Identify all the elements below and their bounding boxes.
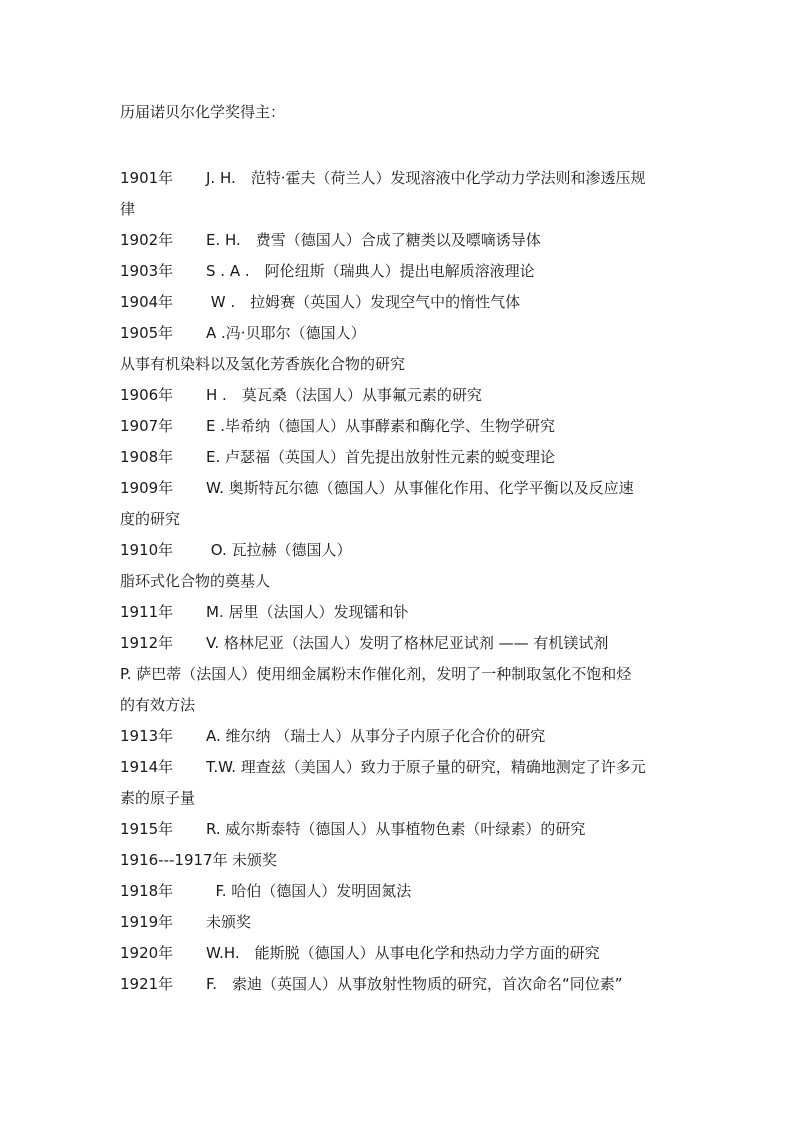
year-label: 1904年 (120, 293, 174, 311)
list-item (120, 442, 685, 473)
year-label: 1901年 (120, 169, 174, 187)
laureate-list (120, 163, 685, 1000)
year-label: 1915年 (120, 820, 174, 838)
year-label: 1906年 (120, 386, 174, 404)
laureate-text: E .毕希纳（德国人）从事酵素和酶化学、生物学研究 (206, 417, 556, 435)
list-item (120, 628, 685, 659)
year-label: 1913年 (120, 727, 174, 745)
year-label: 1907年 (120, 417, 174, 435)
year-label: 1914年 (120, 758, 174, 776)
laureate-text: R. 威尔斯泰特（德国人）从事植物色素（叶绿素）的研究 (206, 820, 586, 838)
list-item (120, 876, 685, 907)
list-item (120, 411, 685, 442)
year-label: 1916---1917年 (120, 851, 228, 869)
laureate-text: M. 居里（法国人）发现镭和钋 (206, 603, 409, 621)
continuation-text: P. 萨巴蒂（法国人）使用细金属粉末作催化剂，发明了一种制取氢化不饱和烃 (120, 665, 632, 683)
list-item (120, 752, 685, 783)
laureate-text: W. 奥斯特瓦尔德（德国人）从事催化作用、化学平衡以及反应速 (206, 479, 634, 497)
laureate-text: S . A . 阿伦纽斯（瑞典人）提出电解质溶液理论 (206, 262, 535, 280)
year-label: 1919年 (120, 913, 174, 931)
list-item (120, 225, 685, 256)
list-item (120, 256, 685, 287)
list-item (120, 473, 685, 504)
laureate-text: J. H. 范特·霍夫（荷兰人）发现溶液中化学动力学法则和渗透压规 (206, 169, 646, 187)
continuation-text: 律 (120, 200, 136, 218)
document-title: 历届诺贝尔化学奖得主： (120, 103, 286, 121)
laureate-text: T.W. 理查兹（美国人）致力于原子量的研究，精确地测定了许多元 (206, 758, 646, 776)
laureate-text: W.H. 能斯脱（德国人）从事电化学和热动力学方面的研究 (206, 944, 600, 962)
list-item (120, 163, 685, 194)
laureate-text: O. 瓦拉赫（德国人） (206, 541, 352, 559)
laureate-text: E. 卢瑟福（英国人）首先提出放射性元素的蜕变理论 (206, 448, 556, 466)
year-label: 1921年 (120, 975, 174, 993)
laureate-text: 未颁奖 (206, 913, 252, 931)
list-item (120, 566, 685, 597)
year-label: 1912年 (120, 634, 174, 652)
laureate-text: W . 拉姆赛（英国人）发现空气中的惰性气体 (206, 293, 521, 311)
year-label: 1918年 (120, 882, 174, 900)
list-item (120, 969, 685, 1000)
list-item (120, 659, 685, 690)
list-item (120, 318, 685, 349)
laureate-text: F. 哈伯（德国人）发明固氮法 (206, 882, 412, 900)
list-item (120, 597, 685, 628)
laureate-text: E. H. 费雪（德国人）合成了糖类以及嘌嘀诱导体 (206, 231, 541, 249)
year-label: 1920年 (120, 944, 174, 962)
year-label: 1903年 (120, 262, 174, 280)
list-item (120, 380, 685, 411)
list-item (120, 349, 685, 380)
list-item (120, 814, 685, 845)
laureate-text: 未颁奖 (232, 851, 278, 869)
laureate-text: A .冯·贝耶尔（德国人） (206, 324, 366, 342)
list-item (120, 721, 685, 752)
laureate-text: F. 索迪（英国人）从事放射性物质的研究，首次命名“同位素” (206, 975, 623, 993)
year-label: 1905年 (120, 324, 174, 342)
list-item (120, 845, 685, 876)
year-label: 1911年 (120, 603, 174, 621)
list-item (120, 535, 685, 566)
continuation-text: 脂环式化合物的奠基人 (120, 572, 271, 590)
year-label: 1910年 (120, 541, 174, 559)
list-item (120, 287, 685, 318)
list-item (120, 938, 685, 969)
year-label: 1908年 (120, 448, 174, 466)
list-item (120, 504, 685, 535)
laureate-text: H . 莫瓦桑（法国人）从事氟元素的研究 (206, 386, 482, 404)
list-item (120, 690, 685, 721)
continuation-text: 度的研究 (120, 510, 181, 528)
list-item (120, 194, 685, 225)
list-item (120, 907, 685, 938)
continuation-text: 从事有机染料以及氢化芳香族化合物的研究 (120, 355, 406, 373)
laureate-text: V. 格林尼亚（法国人）发明了格林尼亚试剂 —— 有机镁试剂 (206, 634, 609, 652)
continuation-text: 的有效方法 (120, 696, 196, 714)
list-item (120, 783, 685, 814)
continuation-text: 素的原子量 (120, 789, 196, 807)
year-label: 1902年 (120, 231, 174, 249)
year-label: 1909年 (120, 479, 174, 497)
laureate-text: A. 维尔纳 （瑞士人）从事分子内原子化合价的研究 (206, 727, 546, 745)
